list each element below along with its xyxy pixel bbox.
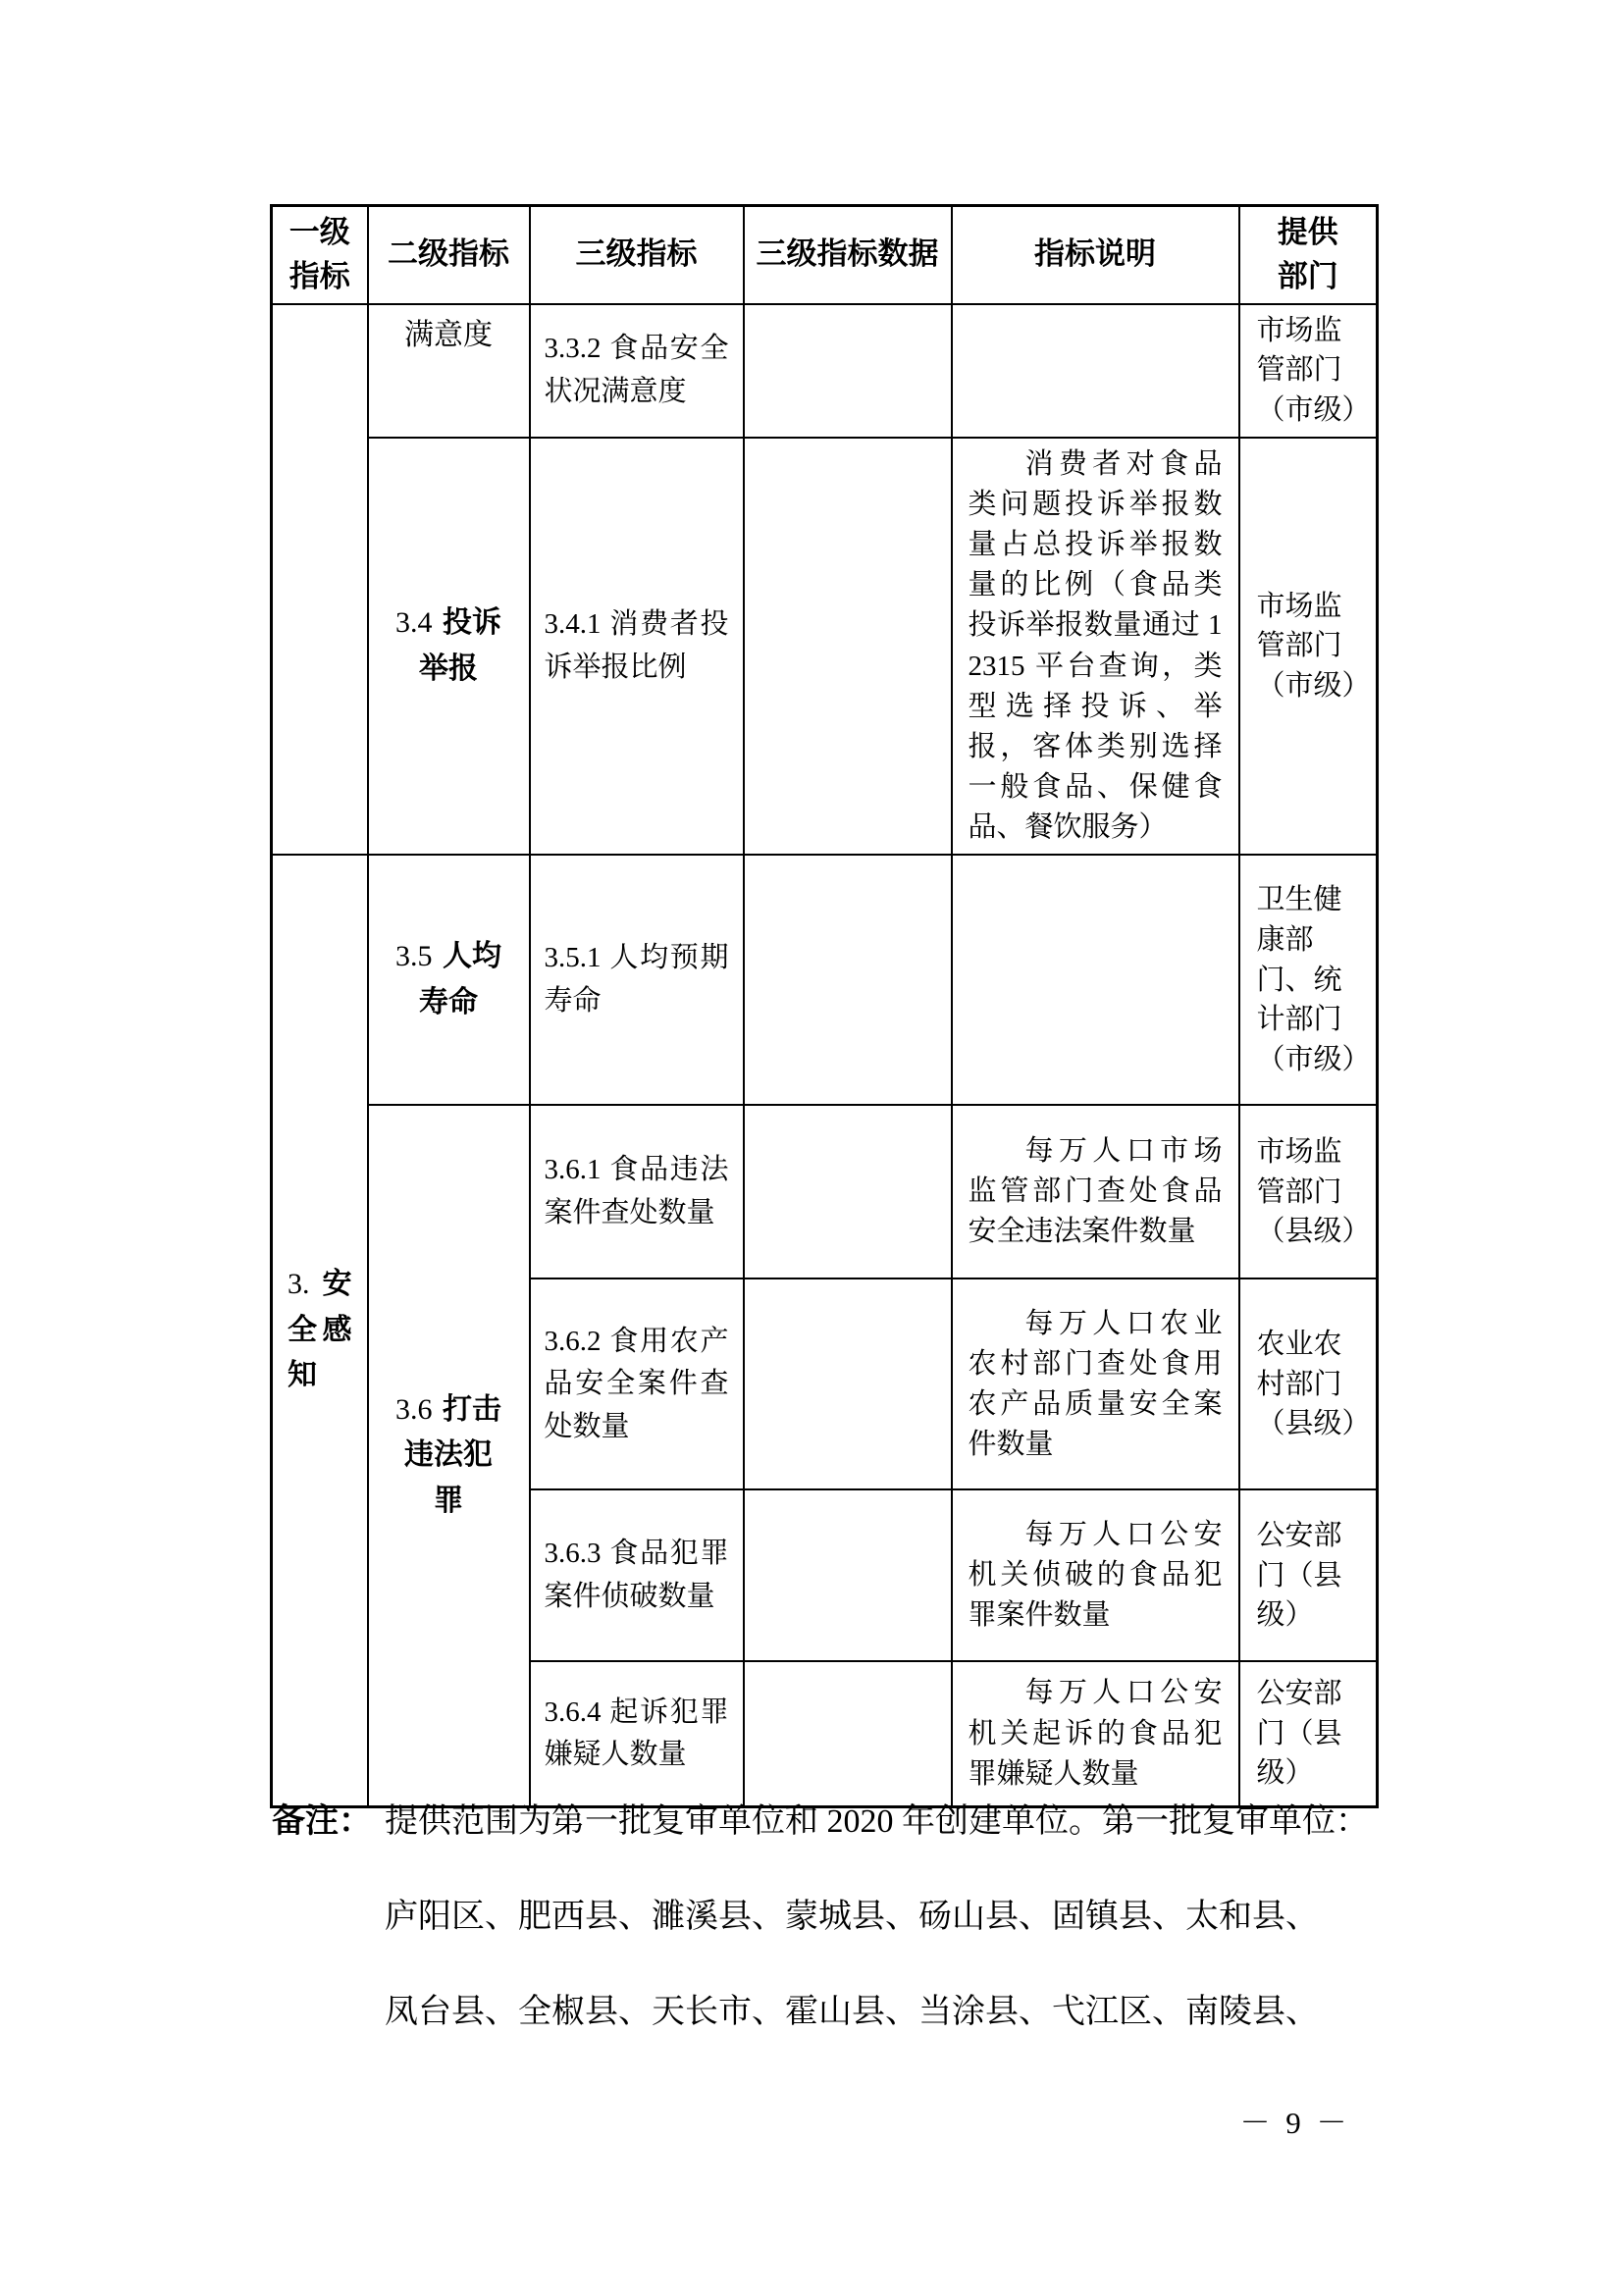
cell-r2-level3: 3.4.1 消费者投诉举报比例 bbox=[530, 438, 744, 856]
cell-r1-level2: 满意度 bbox=[368, 304, 530, 438]
header-department: 提供部门 bbox=[1239, 206, 1378, 304]
cell-r2-dept: 市场监管部门（市级） bbox=[1239, 438, 1378, 856]
cell-r1-desc bbox=[952, 304, 1239, 438]
level2-name: 打击违法犯罪 bbox=[404, 1392, 501, 1517]
cell-r3-data bbox=[744, 855, 952, 1105]
footnote-line: 凤台县、全椒县、天长市、霍山县、当涂县、弋江区、南陵县、 bbox=[385, 1994, 1319, 2031]
level2-number: 3.5 bbox=[395, 940, 433, 973]
footnote-label: 备注： bbox=[272, 1803, 372, 1840]
footnote-content bbox=[385, 1800, 1381, 2035]
cell-r4-desc: 每万人口市场监管部门查处食品安全违法案件数量 bbox=[952, 1105, 1239, 1278]
header-level3: 三级指标 bbox=[530, 206, 744, 304]
cell-r7-desc: 每万人口公安机关起诉的食品犯罪嫌疑人数量 bbox=[952, 1661, 1239, 1806]
level1-number: 3. bbox=[288, 1268, 310, 1301]
table-row bbox=[272, 1105, 1378, 1278]
level2-name: 投诉举报 bbox=[419, 606, 501, 685]
level2-name: 人均寿命 bbox=[419, 940, 501, 1018]
cell-r1-level3: 3.3.2 食品安全状况满意度 bbox=[530, 304, 744, 438]
cell-level1-group bbox=[272, 855, 368, 1806]
header-level1: 一级指标 bbox=[272, 206, 368, 304]
cell-r6-dept: 公安部门（县级） bbox=[1239, 1489, 1378, 1661]
level2-number: 3.4 bbox=[395, 606, 433, 640]
indicator-table bbox=[270, 204, 1379, 1808]
cell-r6-data bbox=[744, 1489, 952, 1661]
cell-r2-level2 bbox=[368, 438, 530, 856]
table-row bbox=[272, 855, 1378, 1105]
cell-r5-desc: 每万人口农业农村部门查处食用农产品质量安全案件数量 bbox=[952, 1278, 1239, 1489]
cell-r3-level2 bbox=[368, 855, 530, 1105]
cell-r4-data bbox=[744, 1105, 952, 1278]
cell-r4-level3: 3.6.1 食品违法案件查处数量 bbox=[530, 1105, 744, 1278]
cell-r5-dept: 农业农村部门（县级） bbox=[1239, 1278, 1378, 1489]
cell-level2-group bbox=[368, 1105, 530, 1806]
cell-r5-data bbox=[744, 1278, 952, 1489]
level1-name: 安全感知 bbox=[288, 1268, 352, 1392]
table-row bbox=[272, 438, 1378, 856]
table-row bbox=[272, 304, 1378, 438]
cell-r5-level3: 3.6.2 食用农产品安全案件查处数量 bbox=[530, 1278, 744, 1489]
table-header-row bbox=[272, 206, 1378, 304]
cell-r7-dept: 公安部门（县级） bbox=[1239, 1661, 1378, 1806]
header-level2: 二级指标 bbox=[368, 206, 530, 304]
cell-r6-desc: 每万人口公安机关侦破的食品犯罪案件数量 bbox=[952, 1489, 1239, 1661]
header-description: 指标说明 bbox=[952, 206, 1239, 304]
footnote-line: 提供范围为第一批复审单位和 2020 年创建单位。第一批复审单位： bbox=[385, 1803, 1369, 1840]
cell-r3-desc bbox=[952, 855, 1239, 1105]
cell-r3-dept: 卫生健康部门、统计部门（市级） bbox=[1239, 855, 1378, 1105]
cell-r7-level3: 3.6.4 起诉犯罪嫌疑人数量 bbox=[530, 1661, 744, 1806]
cell-level1-empty bbox=[272, 304, 368, 856]
cell-r7-data bbox=[744, 1661, 952, 1806]
cell-r6-level3: 3.6.3 食品犯罪案件侦破数量 bbox=[530, 1489, 744, 1661]
cell-r2-desc: 消费者对食品类问题投诉举报数量占总投诉举报数量的比例（食品类投诉举报数量通过 12315 平台查询，类型选择投诉、举报，客体类别选择一般食品、保健食品、餐饮服务） bbox=[952, 438, 1239, 856]
cell-r3-level3: 3.5.1 人均预期寿命 bbox=[530, 855, 744, 1105]
cell-r2-data bbox=[744, 438, 952, 856]
cell-r1-dept: 市场监管部门（市级） bbox=[1239, 304, 1378, 438]
header-level3-data: 三级指标数据 bbox=[744, 206, 952, 304]
page-number: － 9 － bbox=[1239, 2106, 1351, 2140]
footnote-line: 庐阳区、肥西县、濉溪县、蒙城县、砀山县、固镇县、太和县、 bbox=[385, 1899, 1319, 1936]
cell-r4-dept: 市场监管部门（县级） bbox=[1239, 1105, 1378, 1278]
footnote-block bbox=[272, 1800, 1381, 2035]
level2-number: 3.6 bbox=[395, 1392, 433, 1426]
cell-r1-data bbox=[744, 304, 952, 438]
